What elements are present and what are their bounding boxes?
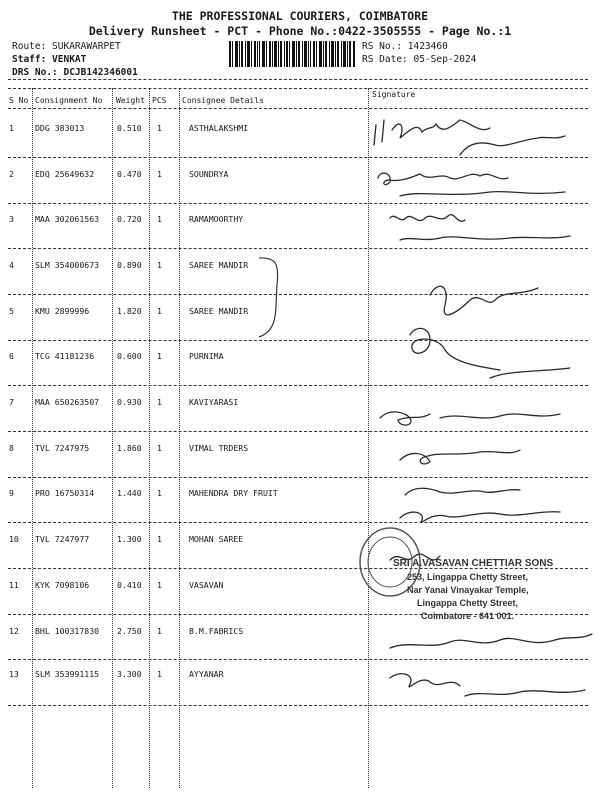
row-weight: 1.300: [117, 534, 142, 544]
row-pcs: 1: [157, 169, 162, 179]
row-sno: 8: [9, 443, 14, 453]
row-weight: 0.510: [117, 123, 142, 133]
company-title: THE PROFESSIONAL COURIERS, COIMBATORE: [171, 9, 429, 23]
row-pcs: 1: [157, 397, 162, 407]
row-consignment: KMU 2899996: [35, 306, 90, 316]
row-pcs: 1: [157, 306, 162, 316]
row-consignee: SOUNDRYA: [189, 169, 229, 179]
drs-number: DRS No.: DCJB142346001: [12, 67, 138, 78]
row-weight: 1.440: [117, 488, 142, 498]
row-pcs: 1: [157, 488, 162, 498]
row-pcs: 1: [157, 626, 162, 636]
col-header-consignment: Consignment No: [35, 96, 103, 105]
col-header-signature: Signature: [372, 90, 416, 99]
stamp-line-3: Nar Yanai Vinayakar Temple,: [407, 585, 529, 595]
stamp-line-2: 253, Lingappa Chetty Street,: [407, 572, 529, 582]
row-consignment: DDG 383013: [35, 123, 85, 133]
row-consignee: ASTHALAKSHMI: [189, 123, 249, 133]
row-pcs: 1: [157, 534, 162, 544]
rs-number: RS No.: 1423460: [362, 41, 448, 52]
stamp-line-4: Lingappa Chetty Street,: [417, 598, 519, 608]
row-consignment: PRO 16750314: [35, 488, 95, 498]
row-pcs: 1: [157, 580, 162, 590]
row-consignee: MOHAN SAREE: [189, 534, 244, 544]
row-consignee: VASAVAN: [189, 580, 224, 590]
col-header-weight: Weight: [116, 96, 145, 105]
row-consignment: SLM 353991115: [35, 669, 100, 679]
business-stamp: [355, 522, 595, 632]
row-sno: 13: [9, 669, 19, 679]
row-pcs: 1: [157, 669, 162, 679]
row-consignee: AYYANAR: [189, 669, 224, 679]
runsheet-title: Delivery Runsheet - PCT - Phone No.:0422-3505555 - Page No.:1: [88, 24, 512, 38]
staff-label: Staff: VENKAT: [12, 54, 87, 65]
row-sno: 7: [9, 397, 14, 407]
row-consignment: MAA 302061563: [35, 214, 100, 224]
row-weight: 3.300: [117, 669, 142, 679]
row-consignment: TCG 41181236: [35, 351, 95, 361]
row-consignee: PURNIMA: [189, 351, 224, 361]
row-sno: 3: [9, 214, 14, 224]
row-sno: 11: [9, 580, 19, 590]
row-consignee: MAHENDRA DRY FRUIT: [189, 488, 278, 498]
stamp-line-1: SRI A.VASAVAN CHETTIAR SONS: [393, 558, 554, 569]
header-rule-top: [8, 79, 588, 80]
row-consignee: B.M.FABRICS: [189, 626, 244, 636]
row-consignee: SAREE MANDIR: [189, 306, 249, 316]
col-header-pcs: PCS: [152, 96, 167, 105]
row-consignee: RAMAMOORTHY: [189, 214, 244, 224]
row-weight: 2.750: [117, 626, 142, 636]
row-pcs: 1: [157, 123, 162, 133]
row-sno: 4: [9, 260, 14, 270]
row-weight: 0.930: [117, 397, 142, 407]
row-weight: 0.890: [117, 260, 142, 270]
col-header-details: Consignee Details: [182, 96, 264, 105]
row-consignee: VIMAL TRDERS: [189, 443, 249, 453]
row-weight: 0.720: [117, 214, 142, 224]
row-weight: 1.820: [117, 306, 142, 316]
row-sno: 12: [9, 626, 19, 636]
bracket-mark: [255, 255, 285, 340]
row-consignment: BHL 100317830: [35, 626, 100, 636]
row-sno: 10: [9, 534, 19, 544]
row-pcs: 1: [157, 214, 162, 224]
row-sno: 6: [9, 351, 14, 361]
row-consignment: TVL 7247977: [35, 534, 90, 544]
row-consignment: EDQ 25649632: [35, 169, 95, 179]
header-rule-2: [8, 88, 588, 89]
row-consignment: TVL 7247975: [35, 443, 90, 453]
row-pcs: 1: [157, 351, 162, 361]
row-pcs: 1: [157, 260, 162, 270]
rs-date: RS Date: 05-Sep-2024: [362, 54, 477, 65]
stamp-line-5: Coimbatore - 641 001.: [421, 611, 515, 621]
col-header-sno: S No: [9, 96, 29, 105]
row-weight: 0.470: [117, 169, 142, 179]
row-consignment: MAA 650263507: [35, 397, 100, 407]
row-weight: 0.410: [117, 580, 142, 590]
row-weight: 0.600: [117, 351, 142, 361]
row-consignment: KYK 7098106: [35, 580, 90, 590]
row-weight: 1.860: [117, 443, 142, 453]
route-label: Route: SUKARAWARPET: [12, 41, 121, 52]
row-sno: 1: [9, 123, 14, 133]
row-sno: 5: [9, 306, 14, 316]
barcode: [229, 41, 355, 67]
row-consignee: KAVIYARASI: [189, 397, 239, 407]
row-sno: 9: [9, 488, 14, 498]
row-consignment: SLM 354000673: [35, 260, 100, 270]
row-sno: 2: [9, 169, 14, 179]
row-pcs: 1: [157, 443, 162, 453]
row-consignee: SAREE MANDIR: [189, 260, 249, 270]
